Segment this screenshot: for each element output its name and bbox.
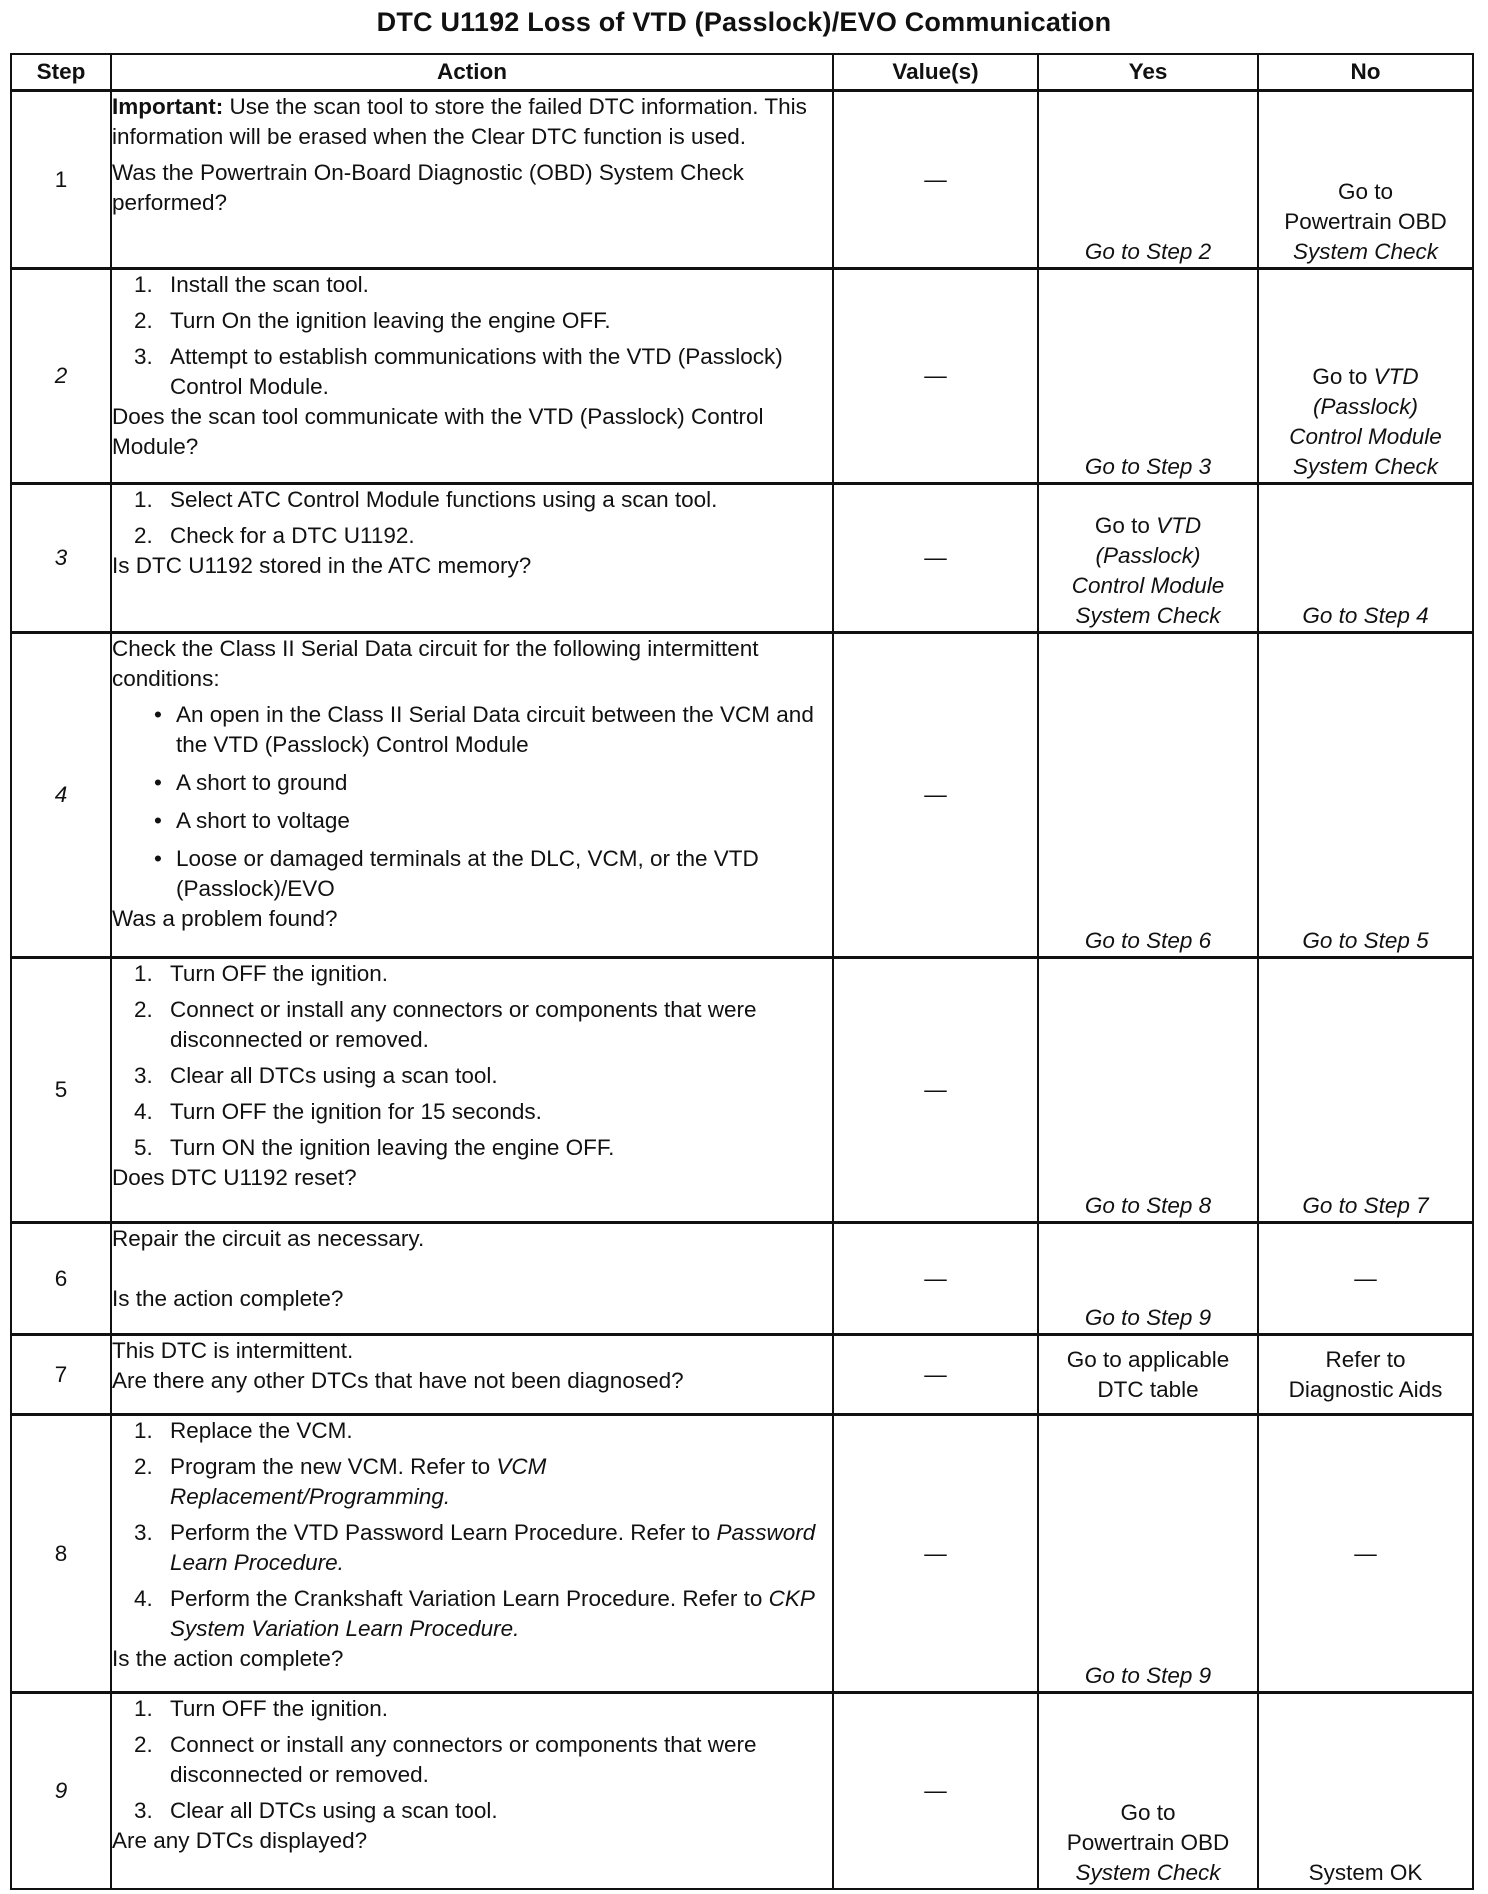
no-line: Powertrain OBD — [1284, 209, 1447, 234]
table-row — [11, 1415, 1473, 1693]
list-item-text: Turn OFF the ignition. — [170, 1696, 389, 1721]
action-steps — [112, 1694, 832, 1826]
important-text: Use the scan tool to store the failed DTC information. This information will be erased when the Clear DTC function is used. — [112, 94, 807, 149]
yes-line: DTC table — [1097, 1376, 1199, 1402]
no-cell — [1258, 484, 1473, 633]
yes-cell — [1038, 958, 1258, 1223]
header-row — [11, 54, 1473, 91]
header-yes: Yes — [1038, 54, 1258, 91]
step-number: 8 — [11, 1415, 111, 1693]
diagnostic-table — [10, 53, 1474, 1890]
header-no: No — [1258, 54, 1473, 91]
list-item-text: An open in the Class II Serial Data circuit between the VCM and the VTD (Passlock) Control Module — [176, 702, 814, 757]
yes-cell — [1038, 1335, 1258, 1415]
value-cell: — — [833, 484, 1038, 633]
yes-link: Go to Step 2 — [1084, 239, 1212, 264]
list-item: 2. Connect or install any connectors or components that were disconnected or removed. — [134, 997, 757, 1052]
list-item-text: Turn OFF the ignition. — [170, 961, 389, 986]
table-row — [11, 633, 1473, 958]
no-line: System Check — [1292, 454, 1439, 479]
yes-cell — [1038, 1223, 1258, 1335]
yes-link: Go to Step 3 — [1084, 454, 1212, 479]
yes-line: Go to applicable — [1066, 1346, 1230, 1372]
page-title: DTC U1192 Loss of VTD (Passlock)/EVO Communication — [376, 7, 1112, 37]
action-question: Are there any other DTCs that have not been diagnosed? — [112, 1368, 684, 1393]
no-cell — [1258, 633, 1473, 958]
yes-line-text: Go to — [1094, 513, 1150, 538]
list-item: 2. Check for a DTC U1192. — [134, 523, 415, 548]
list-item-text: Replace the VCM. — [170, 1418, 353, 1443]
list-item-text: A short to ground — [176, 770, 348, 795]
list-item: 2. Program the new VCM. Refer to VCM Replacement/Programming. — [134, 1454, 547, 1509]
action-question: Is the action complete? — [112, 1646, 344, 1671]
action-question: Was the Powertrain On-Board Diagnostic (OBD) System Check performed? — [112, 160, 744, 215]
list-item-text: Turn On the ignition leaving the engine OFF. — [170, 308, 611, 333]
action-cell — [111, 484, 833, 633]
important-label: Important: — [112, 94, 224, 119]
action-question: Does DTC U1192 reset? — [112, 1165, 357, 1190]
action-cell — [111, 1335, 833, 1415]
step-number: 4 — [11, 633, 111, 958]
action-cell — [111, 1415, 833, 1693]
yes-cell — [1038, 484, 1258, 633]
table-row — [11, 1335, 1473, 1415]
no-line — [1259, 362, 1472, 392]
yes-line: Go to — [1120, 1799, 1176, 1825]
table-row — [11, 91, 1473, 269]
no-line-text: Go to — [1312, 364, 1368, 389]
list-item-text: Turn ON the ignition leaving the engine OFF. — [170, 1135, 615, 1160]
list-item: • A short to voltage — [154, 808, 350, 833]
action-cell — [111, 958, 833, 1223]
action-question: Does the scan tool communicate with the VTD (Passlock) Control Module? — [112, 404, 764, 459]
yes-cell — [1038, 91, 1258, 269]
value-cell: — — [833, 1223, 1038, 1335]
value-cell: — — [833, 91, 1038, 269]
action-question: Are any DTCs displayed? — [112, 1828, 368, 1853]
procedure-reference: VCM Replacement/Programming. — [170, 1454, 547, 1509]
list-item-text: Select ATC Control Module functions using a scan tool. — [170, 487, 718, 512]
no-link: Go to Step 7 — [1302, 1193, 1429, 1218]
list-item-text: Install the scan tool. — [170, 272, 369, 297]
list-item: 2. Connect or install any connectors or components that were disconnected or removed. — [134, 1732, 757, 1787]
action-question: Is the action complete? — [112, 1286, 344, 1311]
value-cell: — — [833, 1335, 1038, 1415]
yes-link: Go to Step 9 — [1084, 1305, 1212, 1330]
action-text: This DTC is intermittent. — [112, 1338, 354, 1363]
action-steps — [112, 1416, 832, 1644]
header-values: Value(s) — [833, 54, 1038, 91]
list-item: 3. Attempt to establish communications with the VTD (Passlock) Control Module. — [134, 344, 783, 399]
procedure-reference: Password Learn Procedure. — [170, 1520, 816, 1575]
action-cell — [111, 633, 833, 958]
table-row — [11, 484, 1473, 633]
condition-list — [112, 700, 832, 904]
list-item: • Loose or damaged terminals at the DLC, VCM, or the VTD (Passlock)/EVO — [154, 846, 759, 901]
value-cell: — — [833, 1693, 1038, 1889]
list-item-text: Connect or install any connectors or components that were disconnected or removed. — [170, 997, 757, 1052]
action-intro: Check the Class II Serial Data circuit for the following intermittent conditions: — [112, 636, 759, 691]
list-item-text: Clear all DTCs using a scan tool. — [170, 1798, 498, 1823]
no-cell — [1258, 269, 1473, 484]
list-item-text: A short to voltage — [176, 808, 350, 833]
list-item: 1. Turn OFF the ignition. — [134, 1696, 389, 1721]
value-cell: — — [833, 633, 1038, 958]
action-question: Is DTC U1192 stored in the ATC memory? — [112, 553, 532, 578]
yes-line: Powertrain OBD — [1066, 1829, 1230, 1855]
action-cell — [111, 1693, 833, 1889]
step-number: 6 — [11, 1223, 111, 1335]
list-item: 3. Clear all DTCs using a scan tool. — [134, 1063, 498, 1088]
no-line: Go to — [1337, 179, 1394, 204]
no-line: Control Module — [1289, 424, 1442, 449]
no-cell: System OK — [1258, 1693, 1473, 1889]
no-cell — [1258, 91, 1473, 269]
list-item: 1. Turn OFF the ignition. — [134, 961, 389, 986]
step-number: 1 — [11, 91, 111, 269]
table-row — [11, 1223, 1473, 1335]
yes-cell — [1038, 633, 1258, 958]
action-steps — [112, 270, 832, 402]
yes-cell — [1038, 1693, 1258, 1889]
list-item: 2. Turn On the ignition leaving the engine OFF. — [134, 308, 611, 333]
no-cell — [1258, 1335, 1473, 1415]
yes-line-link: VTD — [1156, 513, 1202, 538]
yes-link: Go to Step 6 — [1084, 928, 1212, 953]
no-cell: — — [1258, 1223, 1473, 1335]
yes-cell — [1038, 269, 1258, 484]
no-line: Refer to — [1325, 1346, 1406, 1372]
action-cell — [111, 269, 833, 484]
list-item-text: Turn OFF the ignition for 15 seconds. — [170, 1099, 542, 1124]
list-item: 1. Replace the VCM. — [134, 1418, 353, 1443]
table-row — [11, 269, 1473, 484]
action-text: Repair the circuit as necessary. — [112, 1226, 425, 1251]
list-item: 1. Install the scan tool. — [134, 272, 369, 297]
no-line: Diagnostic Aids — [1288, 1376, 1443, 1402]
value-cell: — — [833, 1415, 1038, 1693]
action-question: Was a problem found? — [112, 906, 338, 931]
step-number: 3 — [11, 484, 111, 633]
list-item-text: Perform the VTD Password Learn Procedure. Refer to — [170, 1520, 717, 1545]
step-number: 7 — [11, 1335, 111, 1415]
no-link: Go to Step 4 — [1302, 603, 1429, 628]
value-cell: — — [833, 269, 1038, 484]
header-action: Action — [111, 54, 833, 91]
no-line: (Passlock) — [1312, 394, 1419, 419]
list-item: 3. Clear all DTCs using a scan tool. — [134, 1798, 498, 1823]
no-cell — [1258, 958, 1473, 1223]
no-line-link: VTD — [1373, 364, 1419, 389]
important-note — [112, 92, 832, 152]
list-item-text: Perform the Crankshaft Variation Learn Procedure. Refer to — [170, 1586, 769, 1611]
procedure-reference: CKP System Variation Learn Procedure. — [170, 1586, 815, 1641]
action-steps — [112, 485, 832, 551]
yes-link: Go to Step 9 — [1084, 1663, 1212, 1688]
action-cell — [111, 1223, 833, 1335]
yes-cell — [1038, 1415, 1258, 1693]
list-item: 3. Perform the VTD Password Learn Procedure. Refer to Password Learn Procedure. — [134, 1520, 816, 1575]
no-cell: — — [1258, 1415, 1473, 1693]
list-item: 4. Turn OFF the ignition for 15 seconds. — [134, 1099, 542, 1124]
yes-line: System Check — [1075, 603, 1221, 628]
action-cell — [111, 91, 833, 269]
list-item: 4. Perform the Crankshaft Variation Learn Procedure. Refer to CKP System Variation Learn Procedure. — [134, 1586, 815, 1641]
action-steps — [112, 959, 832, 1163]
yes-line: System Check — [1075, 1859, 1221, 1885]
list-item-text: Loose or damaged terminals at the DLC, VCM, or the VTD (Passlock)/EVO — [176, 846, 759, 901]
no-line: System Check — [1292, 239, 1439, 264]
table-row — [11, 958, 1473, 1223]
step-number: 5 — [11, 958, 111, 1223]
header-step: Step — [11, 54, 111, 91]
yes-line: Control Module — [1071, 573, 1225, 598]
yes-link: Go to Step 8 — [1084, 1193, 1212, 1218]
list-item-text: Clear all DTCs using a scan tool. — [170, 1063, 498, 1088]
list-item-text: Connect or install any connectors or components that were disconnected or removed. — [170, 1732, 757, 1787]
no-link: Go to Step 5 — [1302, 928, 1429, 953]
list-item: • A short to ground — [154, 770, 348, 795]
list-item: 5. Turn ON the ignition leaving the engine OFF. — [134, 1135, 615, 1160]
table-row — [11, 1693, 1473, 1889]
list-item-text: Program the new VCM. Refer to — [170, 1454, 497, 1479]
yes-line: (Passlock) — [1095, 543, 1201, 568]
list-item: 1. Select ATC Control Module functions using a scan tool. — [134, 487, 718, 512]
step-number: 9 — [11, 1693, 111, 1889]
yes-line — [1039, 511, 1257, 541]
list-item-text: Attempt to establish communications with the VTD (Passlock) Control Module. — [170, 344, 783, 399]
list-item-text: Check for a DTC U1192. — [170, 523, 415, 548]
list-item: • An open in the Class II Serial Data circuit between the VCM and the VTD (Passlock) Control Module — [154, 702, 814, 757]
value-cell: — — [833, 958, 1038, 1223]
step-number: 2 — [11, 269, 111, 484]
